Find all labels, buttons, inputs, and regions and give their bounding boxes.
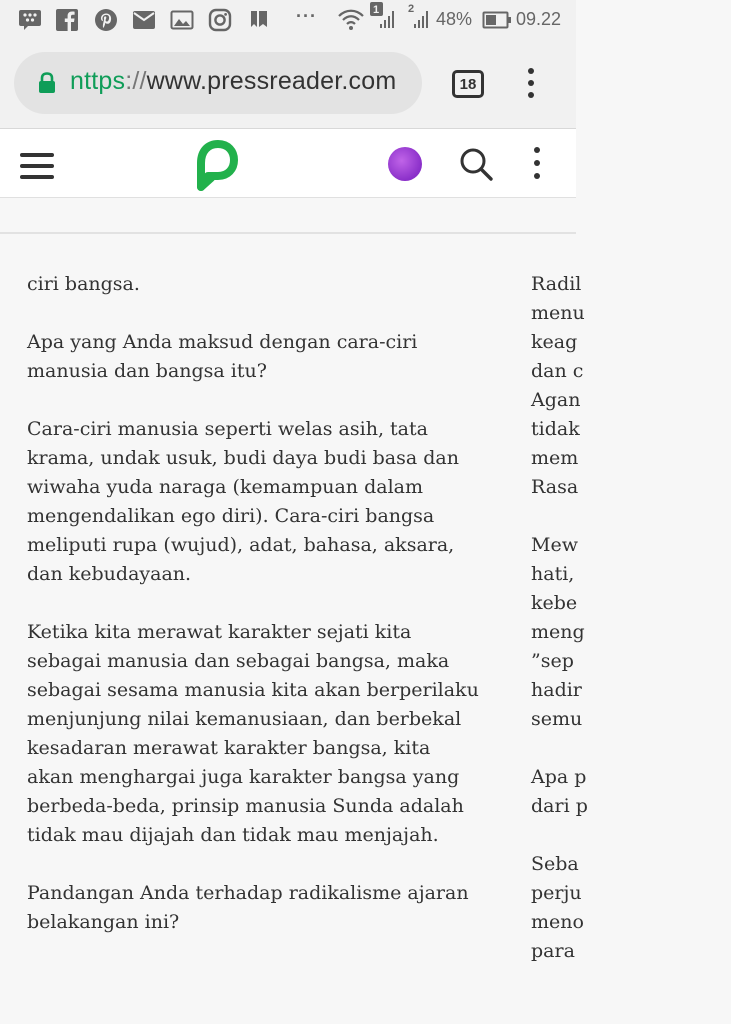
paragraph: Cara-ciri manusia seperti welas asih, tata krama, undak usuk, budi daya budi basa dan wiwaha yuda naraga (kemampuan dalam mengendalikan ego diri). Cara-ciri bangsa meliputi rupa (wujud), adat, bahasa, aksara, dan kebudayaan. <box>27 418 459 585</box>
sim2-label: 2 <box>408 3 415 15</box>
pinterest-icon <box>94 8 118 32</box>
email-icon <box>132 8 156 32</box>
battery-icon <box>482 8 512 32</box>
pressreader-logo[interactable] <box>194 139 240 196</box>
text-line: kebe <box>531 592 578 614</box>
text-line: Apa p <box>531 766 587 788</box>
tab-switcher-button[interactable] <box>452 70 484 98</box>
app-header <box>0 129 576 198</box>
image-icon <box>170 8 194 32</box>
browser-menu-icon[interactable] <box>526 68 536 98</box>
text-line: Agan <box>531 389 581 411</box>
paragraph: ciri bangsa. <box>27 273 140 295</box>
text-line: Rasa <box>531 476 579 498</box>
article-column-2 <box>531 270 731 966</box>
user-avatar[interactable] <box>388 147 422 181</box>
text-line: hadir <box>531 679 582 701</box>
article-view[interactable] <box>0 234 588 1024</box>
text-line: Radil <box>531 273 582 295</box>
app-menu-icon[interactable] <box>532 147 542 181</box>
text-line: meno <box>531 911 584 933</box>
text-line: dari p <box>531 795 588 817</box>
text-line: hati, <box>531 563 575 585</box>
url-separator: :// <box>125 67 147 95</box>
battery-percent: 48% <box>436 9 473 29</box>
facebook-icon <box>56 8 78 32</box>
paragraph-gap <box>531 502 731 531</box>
search-icon[interactable] <box>458 146 494 187</box>
text-line: mem <box>531 447 579 469</box>
instagram-icon <box>208 8 232 32</box>
text-line: menu <box>531 302 585 324</box>
browser-toolbar <box>0 40 576 129</box>
bookmark-icon <box>248 8 270 32</box>
wifi-icon <box>338 8 364 32</box>
hamburger-menu-icon[interactable] <box>20 153 54 179</box>
text-line: para <box>531 940 575 962</box>
more-notifications: ··· <box>296 6 317 26</box>
text-line: semu <box>531 708 583 730</box>
text-line: keag <box>531 331 578 353</box>
address-bar[interactable] <box>14 52 422 114</box>
text-line: ”sep <box>531 650 574 672</box>
article-toolbar <box>0 198 576 234</box>
tab-count: 18 <box>459 75 477 93</box>
paragraph: Pandangan Anda terhadap radikalisme ajaran belakangan ini? <box>27 882 469 933</box>
url-host: www.pressreader.com <box>146 67 397 95</box>
text-line: Seba <box>531 853 579 875</box>
url-text[interactable] <box>70 67 396 96</box>
text-line: dan c <box>531 360 584 382</box>
clock: 09.22 <box>516 9 562 29</box>
lock-icon[interactable] <box>38 72 56 99</box>
url-scheme: nttps <box>70 67 126 95</box>
paragraph: Apa yang Anda maksud dengan cara-ciri manusia dan bangsa itu? <box>27 331 418 382</box>
paragraph: Ketika kita merawat karakter sejati kita sebagai manusia dan sebagai bangsa, maka sebagai sesama manusia kita akan berperilaku menjunjung nilai kemanusiaan, dan berbekal kesadaran merawat karakter bangsa, kita akan menghargai juga karakter bangsa yang berbeda-beda, prinsip manusia Sunda adalah tidak mau dijajah dan tidak mau menjajah. <box>27 621 479 846</box>
article-column-1 <box>27 270 482 966</box>
status-bar <box>0 0 576 40</box>
paragraph-gap <box>531 734 731 763</box>
paragraph-gap <box>531 821 731 850</box>
text-line: perju <box>531 882 582 904</box>
sim1-label: 1 <box>373 4 380 16</box>
text-line: tidak <box>531 418 580 440</box>
bbm-icon <box>18 8 42 32</box>
text-line: Mew <box>531 534 578 556</box>
text-line: meng <box>531 621 585 643</box>
